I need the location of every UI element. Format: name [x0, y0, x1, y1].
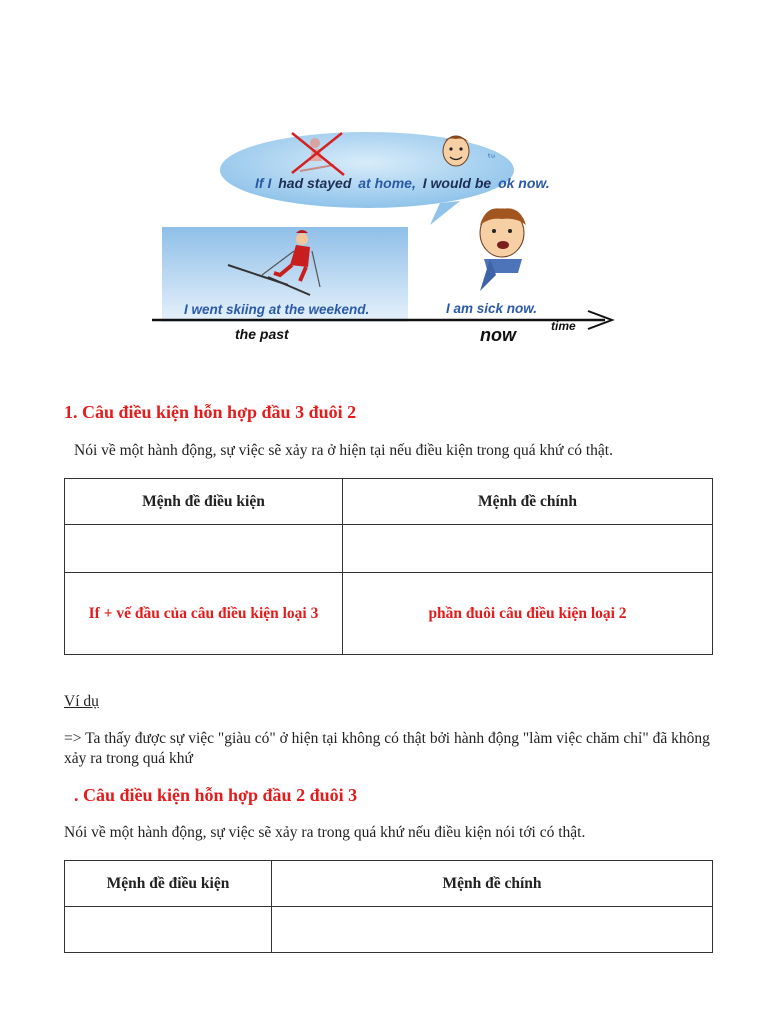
- table-cell: [65, 525, 343, 573]
- happy-face-icon: [442, 136, 470, 166]
- table-row: [65, 861, 713, 907]
- section1-description: Nói về một hành động, sự việc sẽ xảy ra ở hiện tại nếu điều kiện trong quá khứ có thật.: [74, 442, 613, 459]
- section1-heading: 1. Câu điều kiện hỗn hợp đầu 3 đuôi 2: [64, 402, 357, 422]
- table-row: [65, 907, 713, 953]
- skiing-panel: [162, 227, 408, 322]
- section2-table: [64, 860, 713, 953]
- label-now: now: [480, 325, 516, 345]
- table-header-left: Mệnh đề điều kiện: [65, 861, 272, 907]
- table-cell-if-clause: If + vế đầu của câu điều kiện loại 3: [65, 573, 343, 655]
- table-row: [65, 525, 713, 573]
- past-caption: I went skiing at the weekend.: [184, 302, 370, 317]
- now-caption: I am sick now.: [446, 301, 538, 316]
- bubble-word-4: I would be: [422, 175, 492, 191]
- bubble-word-3: at home,: [358, 175, 416, 191]
- example-label: Ví dụ: [64, 693, 99, 710]
- section2-heading: . Câu điều kiện hỗn hợp đầu 2 đuôi 3: [74, 785, 358, 805]
- section1-table: [64, 478, 713, 655]
- table-cell-main-clause: phần đuôi câu điều kiện loại 2: [343, 573, 713, 655]
- svg-text:If I had stayed at: [255, 175, 550, 191]
- svg-text:ᵗᵘ: ᵗᵘ: [488, 153, 495, 164]
- table-row: [65, 573, 713, 655]
- section2-description: Nói về một hành động, sự việc sẽ xảy ra trong quá khứ nếu điều kiện nói tới có thật.: [64, 824, 586, 841]
- bubble-word-2: had stayed: [278, 175, 352, 191]
- bubble-word-1: If I: [255, 175, 272, 191]
- section1-explanation: => Ta thấy được sự việc "giàu có" ở hiện tại không có thật bởi hành động "làm việc chăm chỉ" đã không xảy ra trong quá khứ: [64, 730, 710, 767]
- table-cell: [343, 525, 713, 573]
- table-row: [65, 479, 713, 525]
- label-time: time: [551, 319, 576, 333]
- sick-boy-icon: [480, 208, 526, 291]
- table-header-right: Mệnh đề chính: [272, 861, 713, 907]
- table-cell: [272, 907, 713, 953]
- label-past: the past: [235, 326, 289, 342]
- table-cell: [65, 907, 272, 953]
- table-header-left: Mệnh đề điều kiện: [65, 479, 343, 525]
- timeline-illustration: [150, 125, 620, 350]
- bubble-word-5: ok now.: [498, 175, 550, 191]
- table-header-right: Mệnh đề chính: [343, 479, 713, 525]
